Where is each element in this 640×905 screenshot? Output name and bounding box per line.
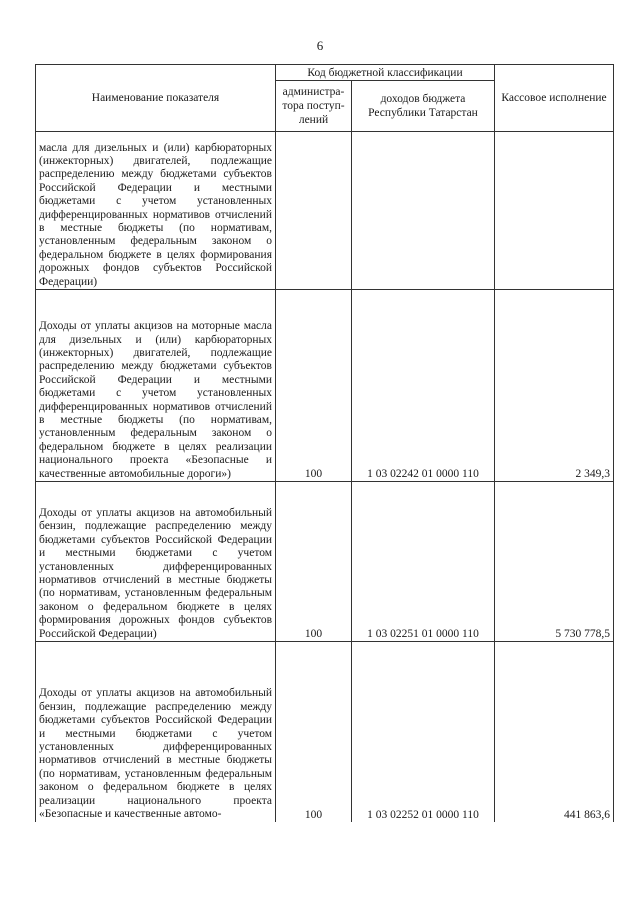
admin-code bbox=[276, 132, 352, 290]
table-row bbox=[36, 642, 614, 822]
table-row bbox=[36, 132, 614, 290]
column-header-admin: администра-тора поступ-лений bbox=[276, 81, 352, 132]
table-row bbox=[36, 482, 614, 642]
budget-code: 1 03 02242 01 0000 110 bbox=[352, 290, 495, 482]
table-row bbox=[36, 290, 614, 482]
column-header-execution: Кассовое исполнение bbox=[495, 65, 614, 132]
indicator-name: Доходы от уплаты акцизов на автомобильный бензин, подлежащие распределению между бюджетами субъектов Российской Федерации и местными бюджетами с учетом установленных дифференцированных нормативов отчислений в местные бюджеты (по нормативам, установленным федеральным законом о федеральном бюджете в целях реализации национального проекта «Безопасные и качественные автомо- bbox=[36, 642, 276, 822]
budget-code: 1 03 02251 01 0000 110 bbox=[352, 482, 495, 642]
execution-amount: 5 730 778,5 bbox=[495, 482, 614, 642]
column-header-code-group: Код бюджетной классификации bbox=[276, 65, 495, 81]
column-header-name: Наименование показателя bbox=[36, 65, 276, 132]
budget-code: 1 03 02252 01 0000 110 bbox=[352, 642, 495, 822]
admin-code: 100 bbox=[276, 482, 352, 642]
column-header-income: доходов бюджета Республики Татарстан bbox=[352, 81, 495, 132]
indicator-name: масла для дизельных и (или) карбюраторных (инжекторных) двигателей, подлежащие распределению между бюджетами субъектов Российской Федерации и местными бюджетами с учетом установленных дифференцированных нормативов отчислений в местные бюджеты (по нормативам, установленным федеральным законом о федеральном бюджете в целях формирования дорожных фондов субъектов Российской Федерации) bbox=[36, 132, 276, 290]
execution-amount bbox=[495, 132, 614, 290]
budget-table bbox=[35, 64, 614, 822]
admin-code: 100 bbox=[276, 642, 352, 822]
budget-code bbox=[352, 132, 495, 290]
indicator-name: Доходы от уплаты акцизов на автомобильный бензин, подлежащие распределению между бюджетами субъектов Российской Федерации и местными бюджетами с учетом установленных дифференцированных нормативов отчислений в местные бюджеты (по нормативам, установленным федеральным законом о федеральном бюджете в целях формирования дорожных фондов субъектов Российской Федерации) bbox=[36, 482, 276, 642]
page-number: 6 bbox=[316, 38, 324, 53]
execution-amount: 2 349,3 bbox=[495, 290, 614, 482]
indicator-name: Доходы от уплаты акцизов на моторные масла для дизельных и (или) карбюраторных (инжекторных) двигателей, подлежащие распределению между бюджетами субъектов Российской Федерации и местными бюджетами с учетом установленных дифференцированных нормативов отчислений в местные бюджеты (по нормативам, установленным федеральным законом о федеральном бюджете в целях реализации национального проекта «Безопасные и качественные автомобильные дороги») bbox=[36, 290, 276, 482]
admin-code: 100 bbox=[276, 290, 352, 482]
execution-amount: 441 863,6 bbox=[495, 642, 614, 822]
